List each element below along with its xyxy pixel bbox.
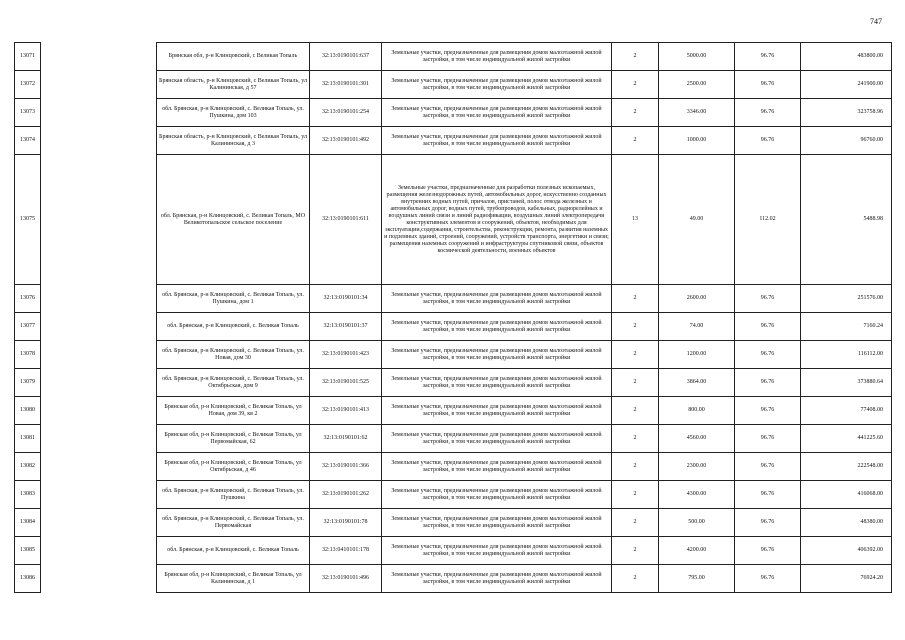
spacer [41, 341, 157, 369]
address-cell: обл. Брянская, р-н Клинцовский, с. Великая Топаль, МО Великотопальское сельское поселение [157, 155, 310, 285]
cadastral-value-cell: 406392.00 [801, 537, 892, 565]
row-number: 13073 [15, 99, 41, 127]
rate-cell: 96.76 [735, 369, 801, 397]
category-code-cell: 2 [612, 565, 659, 593]
address-cell: обл. Брянская, р-н Клинцовский, с. Великая Топаль, ул. Пушкина, дом 103 [157, 99, 310, 127]
permitted-use-cell: Земельные участки, предназначенные для размещения домов малоэтажной жилой застройки, в том числе индивидуальной жилой застройки [382, 481, 612, 509]
row-number: 13071 [15, 43, 41, 71]
rate-cell: 96.76 [735, 509, 801, 537]
rate-cell: 96.76 [735, 43, 801, 71]
row-number: 13082 [15, 453, 41, 481]
spacer [41, 509, 157, 537]
permitted-use-cell: Земельные участки, предназначенные для размещения домов малоэтажной жилой застройки, в том числе индивидуальной жилой застройки [382, 369, 612, 397]
address-cell: Брянская область, р-н Клинцовский, с Великая Топаль, ул Калининская, д 3 [157, 127, 310, 155]
cadastral-number-cell: 32:13:0190101:254 [310, 99, 382, 127]
row-number: 13078 [15, 341, 41, 369]
table-row [15, 481, 892, 509]
address-cell: обл. Брянская, р-н Клинцовский, с. Великая Топаль, ул. Пушкина, дом 1 [157, 285, 310, 313]
cadastral-number-cell: 32:13:0190101:611 [310, 155, 382, 285]
table-row [15, 453, 892, 481]
cadastral-number-cell: 32:13:0410101:178 [310, 537, 382, 565]
area-cell: 2600.00 [659, 285, 735, 313]
spacer [41, 565, 157, 593]
rate-cell: 96.76 [735, 453, 801, 481]
table-row [15, 155, 892, 285]
category-code-cell: 2 [612, 127, 659, 155]
cadastral-number-cell: 32:13:0190101:62 [310, 425, 382, 453]
category-code-cell: 2 [612, 425, 659, 453]
address-cell: Брянская обл, р-н Клинцовский, с Великая Топаль, ул Октябрьская, д 46 [157, 453, 310, 481]
spacer [41, 453, 157, 481]
rate-cell: 96.76 [735, 313, 801, 341]
address-cell: Брянская обл, р-н Клинцовский, с Великая Топаль, ул Новая, дом 39, кв 2 [157, 397, 310, 425]
table-row [15, 99, 892, 127]
cadastral-number-cell: 32:13:0190101:637 [310, 43, 382, 71]
cadastral-value-cell: 323758.96 [801, 99, 892, 127]
page-number: 747 [870, 17, 882, 26]
cadastral-value-cell: 373880.64 [801, 369, 892, 397]
permitted-use-cell: Земельные участки, предназначенные для разработки полезных ископаемых, размещения железнодорожных путей, автомобильных дорог, искусственно созданных внутренних водных путей, причалов, пристаней, полос отвода железных и автомобильных дорог, водных путей, трубопроводов, кабельных, радиорелейных и воздушных линий связи и линий радиофикации, воздушных линий электропередачи конструктивных элементов и сооружений, объектов, необходимых для эксплуатации,содержания, строительства, реконструкции, ремонта, развития наземных и подземных зданий, строений, сооружений, устройств транспорта, энергетики и связи; размещения наземных сооружений и инфраструктуры спутниковой связи, объектов космической деятельности, военных объектов [382, 155, 612, 285]
table-row [15, 71, 892, 99]
permitted-use-cell: Земельные участки, предназначенные для размещения домов малоэтажной жилой застройки, в том числе индивидуальной жилой застройки [382, 99, 612, 127]
cadastral-number-cell: 32:13:0190101:413 [310, 397, 382, 425]
spacer [41, 313, 157, 341]
cadastral-number-cell: 32:13:0190101:34 [310, 285, 382, 313]
cadastral-number-cell: 32:13:0190101:423 [310, 341, 382, 369]
address-cell: Брянская обл, р-н Клинцовский, с Великая Топаль, ул Первомайская, 62 [157, 425, 310, 453]
category-code-cell: 2 [612, 537, 659, 565]
cadastral-number-cell: 32:13:0190101:496 [310, 565, 382, 593]
cadastral-value-cell: 251576.00 [801, 285, 892, 313]
address-cell: обл. Брянская, р-н Клинцовский, с. Великая Топаль, ул. Пушкина [157, 481, 310, 509]
area-cell: 500.00 [659, 509, 735, 537]
table-row [15, 285, 892, 313]
row-number: 13074 [15, 127, 41, 155]
permitted-use-cell: Земельные участки, предназначенные для размещения домов малоэтажной жилой застройки, в том числе индивидуальной жилой застройки [382, 509, 612, 537]
category-code-cell: 2 [612, 313, 659, 341]
cadastral-value-cell: 441225.60 [801, 425, 892, 453]
table-row [15, 341, 892, 369]
permitted-use-cell: Земельные участки, предназначенные для размещения домов малоэтажной жилой застройки, в том числе индивидуальной жилой застройки [382, 313, 612, 341]
area-cell: 1200.00 [659, 341, 735, 369]
area-cell: 3864.00 [659, 369, 735, 397]
row-number: 13076 [15, 285, 41, 313]
cadastral-number-cell: 32:13:0190101:37 [310, 313, 382, 341]
rate-cell: 96.76 [735, 481, 801, 509]
cadastral-value-cell: 116112.00 [801, 341, 892, 369]
area-cell: 49.00 [659, 155, 735, 285]
row-number: 13083 [15, 481, 41, 509]
table-row [15, 369, 892, 397]
row-number: 13077 [15, 313, 41, 341]
cadastral-number-cell: 32:13:0190101:78 [310, 509, 382, 537]
permitted-use-cell: Земельные участки, предназначенные для размещения домов малоэтажной жилой застройки, в том числе индивидуальной жилой застройки [382, 537, 612, 565]
permitted-use-cell: Земельные участки, предназначенные для размещения домов малоэтажной жилой застройки, в том числе индивидуальной жилой застройки [382, 43, 612, 71]
row-number: 13072 [15, 71, 41, 99]
category-code-cell: 2 [612, 43, 659, 71]
permitted-use-cell: Земельные участки, предназначенные для размещения домов малоэтажной жилой застройки, в том числе индивидуальной жилой застройки [382, 425, 612, 453]
address-cell: обл. Брянская, р-н Клинцовский, с. Великая Топаль, ул. Первомайская [157, 509, 310, 537]
area-cell: 4560.00 [659, 425, 735, 453]
spacer [41, 425, 157, 453]
category-code-cell: 2 [612, 71, 659, 99]
cadastral-value-cell: 76924.20 [801, 565, 892, 593]
table-row [15, 43, 892, 71]
row-number: 13081 [15, 425, 41, 453]
rate-cell: 96.76 [735, 425, 801, 453]
category-code-cell: 13 [612, 155, 659, 285]
table-row [15, 397, 892, 425]
area-cell: 4300.00 [659, 481, 735, 509]
area-cell: 795.00 [659, 565, 735, 593]
category-code-cell: 2 [612, 509, 659, 537]
category-code-cell: 2 [612, 481, 659, 509]
cadastral-value-cell: 416068.00 [801, 481, 892, 509]
permitted-use-cell: Земельные участки, предназначенные для размещения домов малоэтажной жилой застройки, в том числе индивидуальной жилой застройки [382, 565, 612, 593]
area-cell: 5000.00 [659, 43, 735, 71]
area-cell: 800.00 [659, 397, 735, 425]
cadastral-number-cell: 32:13:0190101:366 [310, 453, 382, 481]
cadastral-number-cell: 32:13:0190101:301 [310, 71, 382, 99]
category-code-cell: 2 [612, 285, 659, 313]
area-cell: 1000.00 [659, 127, 735, 155]
cadastral-number-cell: 32:13:0190101:492 [310, 127, 382, 155]
spacer [41, 369, 157, 397]
area-cell: 74.00 [659, 313, 735, 341]
rate-cell: 96.76 [735, 537, 801, 565]
row-number: 13084 [15, 509, 41, 537]
cadastral-value-cell: 222548.00 [801, 453, 892, 481]
cadastral-value-cell: 96760.00 [801, 127, 892, 155]
register-body [15, 43, 892, 593]
cadastral-number-cell: 32:13:0190101:525 [310, 369, 382, 397]
permitted-use-cell: Земельные участки, предназначенные для размещения домов малоэтажной жилой застройки, в том числе индивидуальной жилой застройки [382, 127, 612, 155]
cadastral-value-cell: 48380.00 [801, 509, 892, 537]
spacer [41, 99, 157, 127]
category-code-cell: 2 [612, 99, 659, 127]
address-cell: обл. Брянская, р-н Клинцовский, с. Великая Топаль [157, 537, 310, 565]
spacer [41, 43, 157, 71]
permitted-use-cell: Земельные участки, предназначенные для размещения домов малоэтажной жилой застройки, в том числе индивидуальной жилой застройки [382, 285, 612, 313]
spacer [41, 285, 157, 313]
rate-cell: 96.76 [735, 341, 801, 369]
row-number: 13086 [15, 565, 41, 593]
table-row [15, 565, 892, 593]
address-cell: Брянская область, р-н Клинцовский, с Великая Топаль, ул Калининская, д 57 [157, 71, 310, 99]
address-cell: обл. Брянская, р-н Клинцовский, с. Великая Топаль, ул. Новая, дом 30 [157, 341, 310, 369]
table-row [15, 313, 892, 341]
table-row [15, 425, 892, 453]
spacer [41, 71, 157, 99]
permitted-use-cell: Земельные участки, предназначенные для размещения домов малоэтажной жилой застройки, в том числе индивидуальной жилой застройки [382, 71, 612, 99]
area-cell: 3346.00 [659, 99, 735, 127]
row-number: 13079 [15, 369, 41, 397]
cadastral-value-cell: 7160.24 [801, 313, 892, 341]
rate-cell: 96.76 [735, 565, 801, 593]
area-cell: 4200.00 [659, 537, 735, 565]
cadastral-value-cell: 241900.00 [801, 71, 892, 99]
land-register-table [14, 42, 892, 593]
spacer [41, 155, 157, 285]
permitted-use-cell: Земельные участки, предназначенные для размещения домов малоэтажной жилой застройки, в том числе индивидуальной жилой застройки [382, 453, 612, 481]
spacer [41, 537, 157, 565]
cadastral-value-cell: 5488.98 [801, 155, 892, 285]
spacer [41, 481, 157, 509]
area-cell: 2500.00 [659, 71, 735, 99]
row-number: 13080 [15, 397, 41, 425]
cadastral-value-cell: 77408.00 [801, 397, 892, 425]
rate-cell: 96.76 [735, 397, 801, 425]
address-cell: Брянская обл, р-н Клинцовский, с Великая Топаль, ул Калининская, д 1 [157, 565, 310, 593]
rate-cell: 96.76 [735, 99, 801, 127]
address-cell: Брянская обл, р-н Клинцовский, с Великая Топаль [157, 43, 310, 71]
address-cell: обл. Брянская, р-н Клинцовский, с. Великая Топаль [157, 313, 310, 341]
rate-cell: 96.76 [735, 71, 801, 99]
table-row [15, 127, 892, 155]
spacer [41, 127, 157, 155]
category-code-cell: 2 [612, 341, 659, 369]
table-row [15, 509, 892, 537]
cadastral-number-cell: 32:13:0190101:262 [310, 481, 382, 509]
rate-cell: 96.76 [735, 285, 801, 313]
row-number: 13085 [15, 537, 41, 565]
rate-cell: 96.76 [735, 127, 801, 155]
address-cell: обл. Брянская, р-н Клинцовский, с. Великая Топаль, ул. Октябрьская, дом 9 [157, 369, 310, 397]
table-row [15, 537, 892, 565]
category-code-cell: 2 [612, 453, 659, 481]
row-number: 13075 [15, 155, 41, 285]
area-cell: 2300.00 [659, 453, 735, 481]
permitted-use-cell: Земельные участки, предназначенные для размещения домов малоэтажной жилой застройки, в том числе индивидуальной жилой застройки [382, 397, 612, 425]
cadastral-value-cell: 483800.00 [801, 43, 892, 71]
permitted-use-cell: Земельные участки, предназначенные для размещения домов малоэтажной жилой застройки, в том числе индивидуальной жилой застройки [382, 341, 612, 369]
category-code-cell: 2 [612, 369, 659, 397]
rate-cell: 112.02 [735, 155, 801, 285]
category-code-cell: 2 [612, 397, 659, 425]
spacer [41, 397, 157, 425]
